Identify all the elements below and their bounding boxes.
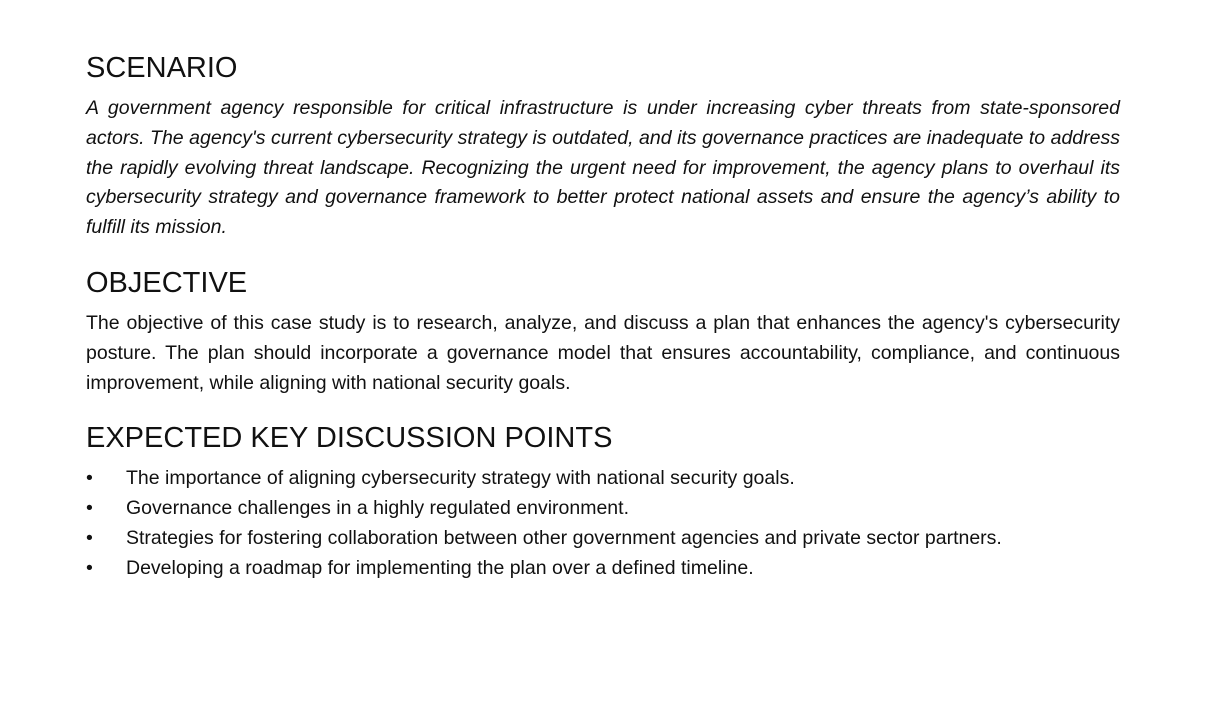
list-item-text: The importance of aligning cybersecurity strategy with national security goals. <box>126 467 795 490</box>
bullet-icon: • <box>86 467 93 490</box>
scenario-text: A government agency responsible for critical infrastructure is under increasing cyber threats from state-sponsored actors. The agency's current cybersecurity strategy is outdated, and its governance practices are inadequate to address the rapidly evolving threat landscape. Recognizing the urgent need for improvement, the agency plans to overhaul its cybersecurity strategy and governance framework to better protect national assets and ensure the agency’s ability to fulfill its mission. <box>86 97 1120 239</box>
bullet-icon: • <box>86 526 93 549</box>
scenario-section <box>86 50 1120 243</box>
scenario-heading: SCENARIO <box>86 52 238 84</box>
list-item-text: Strategies for fostering collaboration between other government agencies and private sector partners. <box>126 526 1002 549</box>
discussion-heading: EXPECTED KEY DISCUSSION POINTS <box>86 422 613 455</box>
objective-section <box>86 265 1120 398</box>
objective-heading: OBJECTIVE <box>86 266 248 299</box>
discussion-section <box>86 420 1120 583</box>
list-item <box>86 464 1120 494</box>
list-item <box>86 494 1120 524</box>
list-item-text: Developing a roadmap for implementing the plan over a defined timeline. <box>126 556 754 579</box>
list-item <box>86 524 1120 554</box>
discussion-points-list <box>86 464 1120 583</box>
list-item-text: Governance challenges in a highly regulated environment. <box>126 497 629 520</box>
bullet-icon: • <box>86 497 93 520</box>
objective-text: The objective of this case study is to research, analyze, and discuss a plan that enhances the agency's cybersecurity posture. The plan should incorporate a governance model that ensures accountability, compliance, and continuous improvement, while aligning with national security goals. <box>86 311 1120 394</box>
document-page <box>86 50 1120 606</box>
bullet-icon: • <box>86 556 93 579</box>
list-item <box>86 554 1120 584</box>
